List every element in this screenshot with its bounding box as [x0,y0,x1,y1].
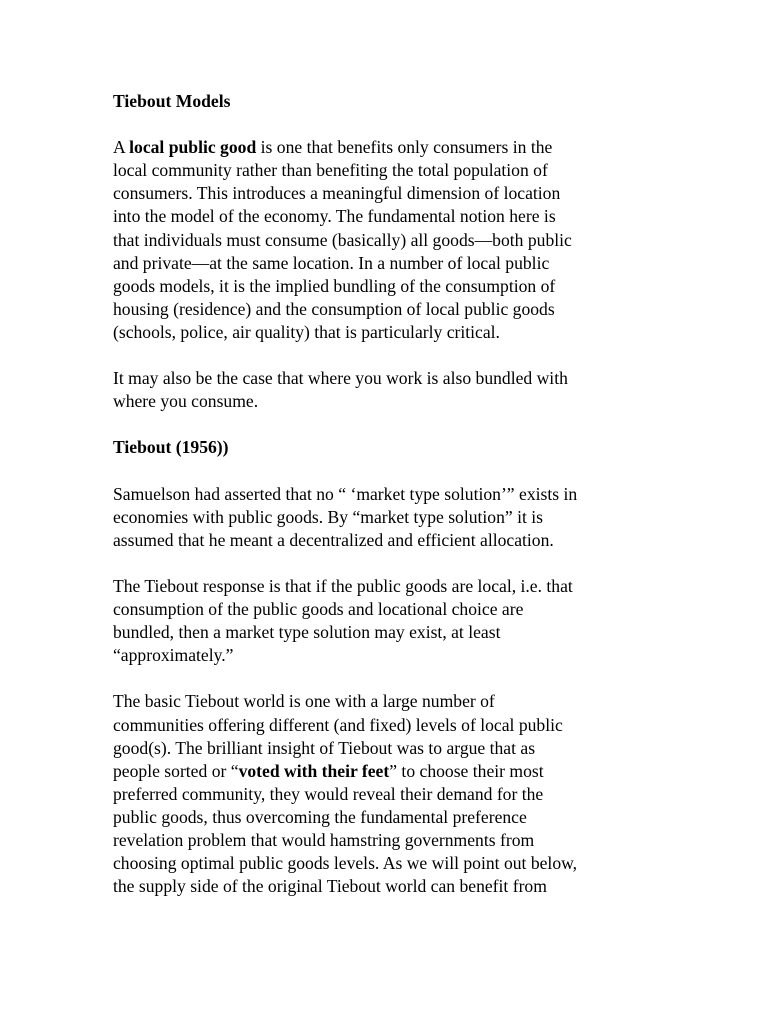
spacer [113,552,673,575]
text-line [113,760,673,783]
text-line: consumers. This introduces a meaningful dimension of location [113,183,561,204]
paragraph-tiebout-response [113,575,673,667]
bold-term-voted-with-their-feet: voted with their feet [238,760,390,781]
spacer [113,344,673,367]
spacer [113,413,673,436]
text-run: is one that benefits only consumers in the [256,137,553,158]
text-line: revelation problem that would hamstring governments from [113,830,535,850]
text-line: (schools, police, air quality) that is particularly critical. [113,321,500,342]
spacer [113,667,673,690]
text-line: where you consume. [113,391,259,412]
text-line: local community rather than benefiting the total population of [113,160,548,181]
paragraph-work-bundled [113,367,673,413]
text-line: goods models, it is the implied bundling of the consumption of [113,275,556,296]
section-heading-tiebout-models: Tiebout Models [113,91,231,111]
text-line: public goods, thus overcoming the fundamental preference [113,806,527,827]
text-line: into the model of the economy. The fundamental notion here is [113,206,556,227]
paragraph-samuelson [113,483,673,552]
section-heading-tiebout-1956: Tiebout (1956)) [113,437,229,458]
text-run: people sorted or “ [113,760,239,781]
text-line: Samuelson had asserted that no “ ‘market type solution’” exists in [113,483,578,504]
text-line: that individuals must consume (basically) all goods—both public [113,229,572,250]
text-line: economies with public goods. By “market type solution” it is [113,506,544,527]
text-line: It may also be the case that where you work is also bundled with [113,368,568,389]
text-run: A [113,137,130,158]
document-page [113,90,673,898]
text-line: “approximately.” [113,645,234,666]
text-line [113,136,673,159]
text-line: consumption of the public goods and locational choice are [113,599,524,620]
text-line: good(s). The brilliant insight of Tiebout was to argue that as [113,737,536,758]
paragraph-local-public-good [113,136,673,344]
text-line: housing (residence) and the consumption of local public goods [113,298,555,319]
text-line: assumed that he meant a decentralized and efficient allocation. [113,529,554,550]
text-line: The basic Tiebout world is one with a large number of [113,691,495,712]
text-line: choosing optimal public goods levels. As we will point out below, [113,853,578,874]
text-line: bundled, then a market type solution may exist, at least [113,622,501,643]
text-line: the supply side of the original Tiebout world can benefit from [113,876,547,897]
text-line: The Tiebout response is that if the public goods are local, i.e. that [113,575,573,596]
text-line: communities offering different (and fixed) levels of local public [113,714,563,735]
text-line: preferred community, they would reveal their demand for the [113,783,544,804]
paragraph-basic-tiebout-world [113,690,673,898]
spacer [113,460,673,483]
spacer [113,113,673,136]
text-run: ” to choose their most [389,760,544,781]
text-line: and private—at the same location. In a number of local public [113,252,550,273]
bold-term-local-public-good: local public good [129,137,257,158]
